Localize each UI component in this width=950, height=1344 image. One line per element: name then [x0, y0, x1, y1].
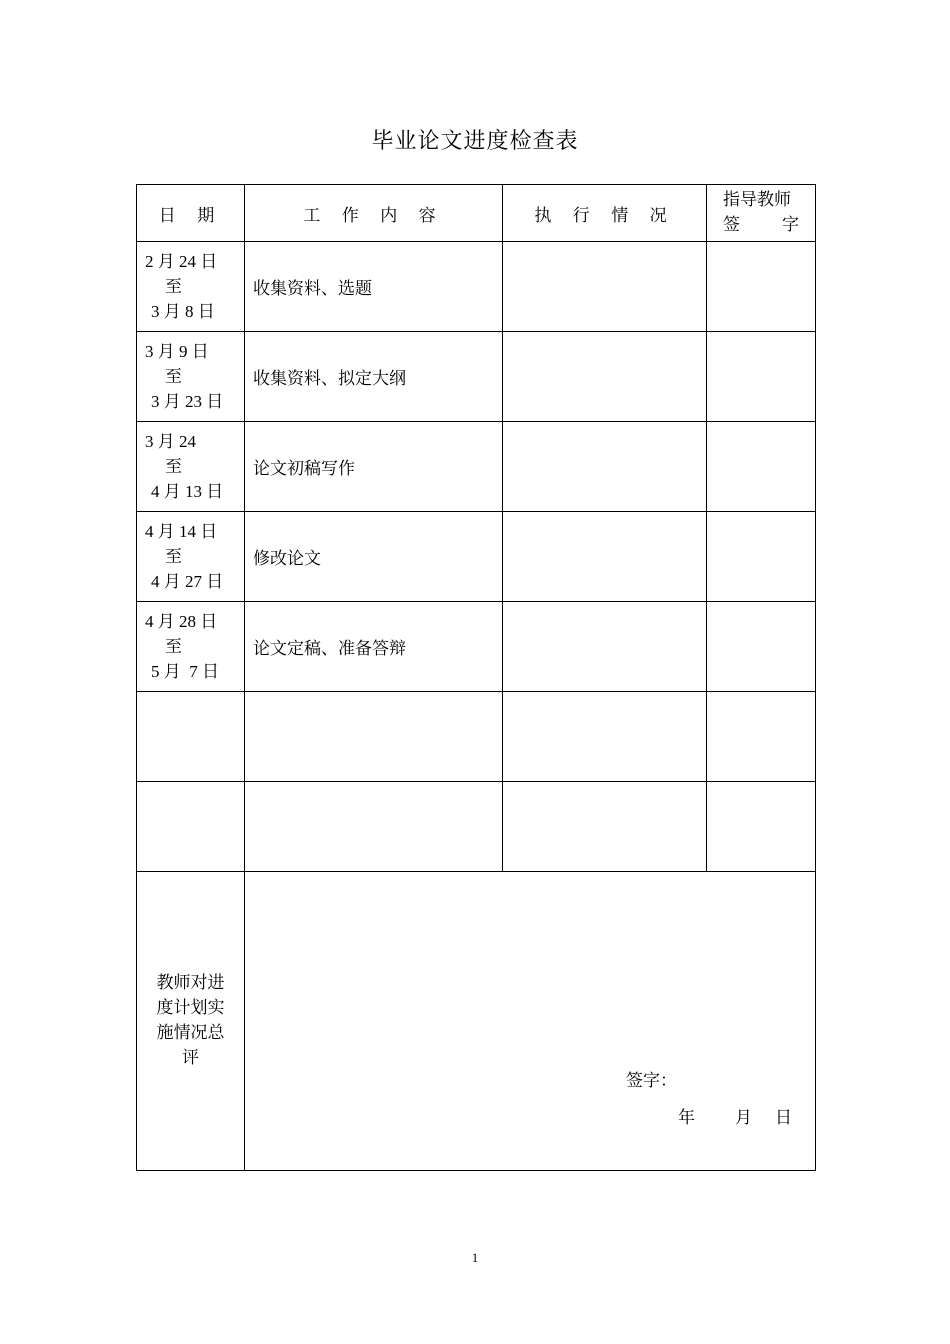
header-signature-char-b: 字	[782, 215, 799, 235]
date-cell	[137, 332, 245, 422]
work-content-cell: 收集资料、拟定大纲	[245, 332, 503, 422]
date-cell[interactable]	[137, 782, 245, 872]
date-start: 2 月 24 日	[145, 252, 218, 271]
signature-cell[interactable]	[707, 512, 816, 602]
date-start: 4 月 14 日	[145, 522, 218, 541]
signature-cell[interactable]	[707, 242, 816, 332]
date-separator: 至	[165, 547, 182, 566]
header-signature-line2	[723, 213, 799, 238]
table-row	[137, 242, 816, 332]
comment-label-line: 评	[182, 1048, 199, 1068]
comment-label-line: 教师对进	[156, 973, 225, 993]
page-title: 毕业论文进度检查表	[371, 129, 579, 154]
execution-status-cell[interactable]	[503, 692, 707, 782]
signature-cell[interactable]	[707, 782, 816, 872]
date-cell	[137, 242, 245, 332]
date-cell	[137, 512, 245, 602]
work-content-cell: 收集资料、选题	[245, 242, 503, 332]
execution-status-cell[interactable]	[503, 782, 707, 872]
header-date: 日 期	[137, 185, 245, 242]
date-separator: 至	[165, 367, 182, 386]
signature-cell[interactable]	[707, 422, 816, 512]
signature-cell[interactable]	[707, 692, 816, 782]
teacher-comment-label	[137, 872, 245, 1171]
table-row	[137, 602, 816, 692]
execution-status-cell[interactable]	[503, 242, 707, 332]
comment-label-line: 施情况总	[156, 1023, 225, 1043]
signature-cell[interactable]	[707, 332, 816, 422]
comment-signature-label: 签字：	[626, 1071, 677, 1091]
execution-status-cell[interactable]	[503, 422, 707, 512]
teacher-comment-area[interactable]	[245, 872, 816, 1171]
work-content-cell: 论文定稿、准备答辩	[245, 602, 503, 692]
comment-date-line	[678, 1103, 792, 1128]
date-end: 3 月 23 日	[151, 392, 224, 411]
work-content-cell[interactable]	[245, 782, 503, 872]
work-content-cell: 修改论文	[245, 512, 503, 602]
header-work-content: 工 作 内 容	[245, 185, 503, 242]
date-end: 5 月 7 日	[151, 662, 219, 681]
page-number: 1	[471, 1250, 479, 1265]
table-header-row	[137, 185, 816, 242]
date-separator: 至	[165, 637, 182, 656]
work-content-cell: 论文初稿写作	[245, 422, 503, 512]
date-start: 4 月 28 日	[145, 612, 218, 631]
comment-label-line: 度计划实	[156, 998, 225, 1018]
date-end: 4 月 27 日	[151, 572, 224, 591]
date-start: 3 月 24	[145, 432, 196, 451]
table-row	[137, 692, 816, 782]
header-signature-char-a: 签	[723, 215, 740, 235]
table-row	[137, 422, 816, 512]
comment-date-year: 年	[678, 1108, 695, 1128]
table-row	[137, 782, 816, 872]
progress-table	[136, 184, 816, 1171]
header-execution-status: 执 行 情 况	[503, 185, 707, 242]
date-end: 4 月 13 日	[151, 482, 224, 501]
table-row	[137, 512, 816, 602]
date-separator: 至	[165, 457, 182, 476]
table-row	[137, 332, 816, 422]
signature-cell[interactable]	[707, 602, 816, 692]
date-start: 3 月 9 日	[145, 342, 209, 361]
teacher-comment-row	[137, 872, 816, 1171]
date-cell	[137, 602, 245, 692]
execution-status-cell[interactable]	[503, 602, 707, 692]
header-supervisor-signature	[707, 185, 816, 242]
comment-date-month: 月	[735, 1108, 752, 1128]
date-cell	[137, 422, 245, 512]
date-separator: 至	[165, 277, 182, 296]
execution-status-cell[interactable]	[503, 332, 707, 422]
header-signature-line1: 指导教师	[723, 190, 791, 210]
work-content-cell[interactable]	[245, 692, 503, 782]
execution-status-cell[interactable]	[503, 512, 707, 602]
comment-date-day: 日	[775, 1108, 792, 1128]
date-end: 3 月 8 日	[151, 302, 215, 321]
date-cell[interactable]	[137, 692, 245, 782]
